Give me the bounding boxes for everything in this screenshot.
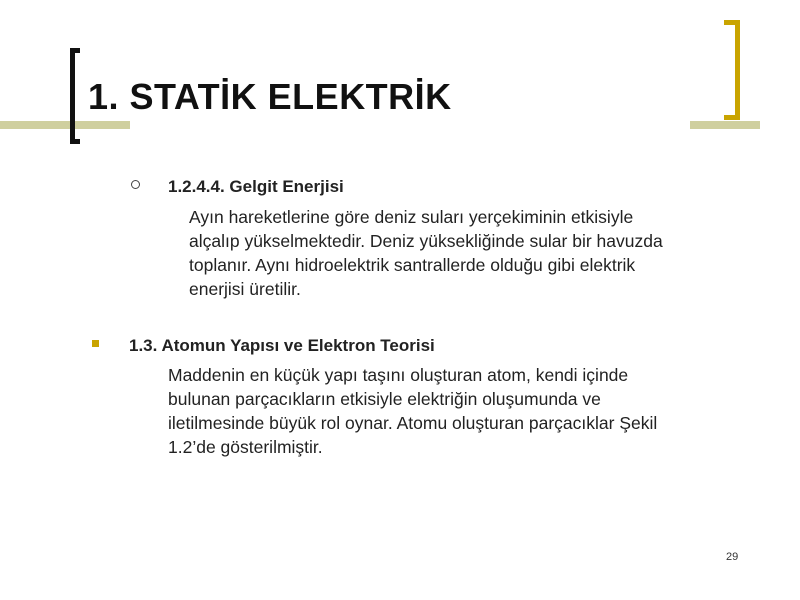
body-line: iletilmesinde büyük rol oynar. Atomu oluşturan parçacıklar Şekil xyxy=(168,413,658,433)
circle-bullet-icon xyxy=(131,180,140,189)
page-number: 29 xyxy=(726,551,739,563)
body-line: Ayın hareketlerine göre deniz suları yerçekiminin etkisiyle xyxy=(189,207,634,227)
title-underline-right xyxy=(690,121,760,129)
section-heading-atom: 1.3. Atomun Yapısı ve Elektron Teorisi xyxy=(129,336,435,355)
section-heading-gelgit: 1.2.4.4. Gelgit Enerjisi xyxy=(168,177,344,196)
section-body-gelgit xyxy=(189,205,749,301)
body-line: toplanır. Aynı hidroelektrik santrallerde olduğu gibi elektrik xyxy=(189,255,636,275)
body-line: bulunan parçacıkların etkisiyle elektriğin oluşumunda ve xyxy=(168,389,601,409)
title-underline-left xyxy=(0,121,130,129)
square-bullet-icon xyxy=(92,340,99,347)
slide-title: 1. STATİK ELEKTRİK xyxy=(88,76,452,117)
right-bracket-decoration xyxy=(724,20,740,120)
section-body-atom xyxy=(168,363,748,459)
body-line: alçalıp yükselmektedir. Deniz yüksekliğinde sular bir havuzda xyxy=(189,231,663,251)
body-line: 1.2’de gösterilmiştir. xyxy=(168,437,323,457)
body-line: enerjisi üretilir. xyxy=(189,279,301,299)
body-line: Maddenin en küçük yapı taşını oluşturan atom, kendi içinde xyxy=(168,365,629,385)
left-bracket-decoration xyxy=(70,48,80,144)
